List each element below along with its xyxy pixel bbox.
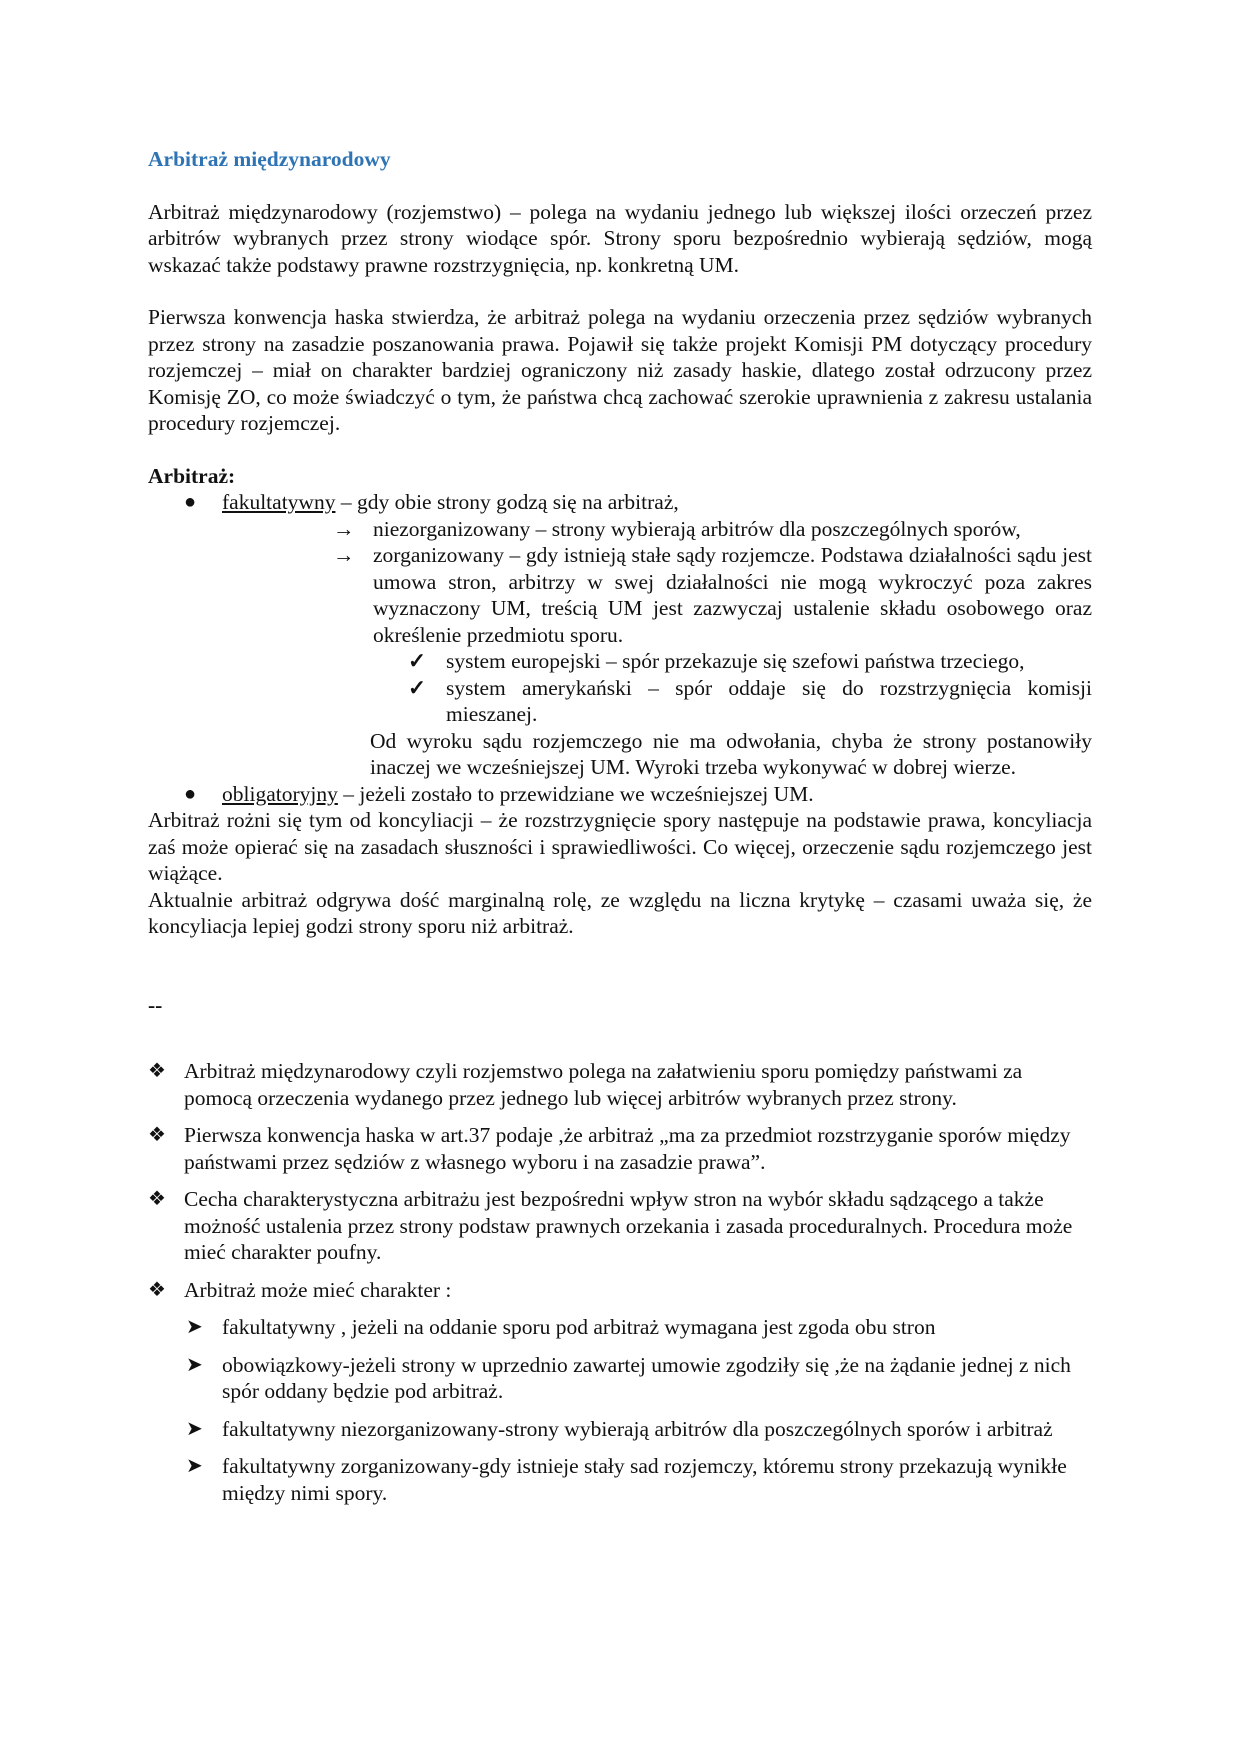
checkmark-icon: ✓ xyxy=(408,675,427,700)
diamond-bullet-icon: ❖ xyxy=(148,1124,166,1146)
bullet-icon: ● xyxy=(184,782,197,805)
list-item-diamond: ❖ Cecha charakterystyczna arbitrażu jest bezpośredni wpływ stron na wybór składu sądzącego a także możność ustalenia przez strony podstaw prawnych orzekania i zasada proceduralnych. Procedura może mieć charakter poufny. xyxy=(148,1187,1073,1264)
list-item-triangle: ➤ obowiązkowy-jeżeli strony w uprzednio zawartej umowie zgodziły się ,że na żądanie jednej z nich spór oddany będzie pod arbitraż. xyxy=(186,1352,1071,1403)
term-fakultatywny: fakultatywny xyxy=(222,490,336,514)
term-obligatoryjny: obligatoryjny xyxy=(222,781,338,806)
paragraph-wyrok: Od wyroku sądu rozjemczego nie ma odwołania, chyba że strony postanowiły inaczej we wcześniejszej UM. Wyroki trzeba wykonywać w dobrej wierze. xyxy=(370,728,1092,779)
arbitraz-heading: Arbitraż: xyxy=(148,463,236,488)
paragraph-definition: Arbitraż międzynarodowy (rozjemstwo) – polega na wydaniu jednego lub większej ilości orzeczeń przez arbitrów wybranych przez strony wiodące spór. Strony sporu bezpośrednio wybierają sędziów, mogą wskazać także podstawy prawne rozstrzygnięcia, np. konkretną UM. xyxy=(148,199,1092,277)
arrowhead-bullet-icon: ➤ xyxy=(186,1353,203,1376)
list-item-triangle: ➤ fakultatywny , jeżeli na oddanie sporu pod arbitraż wymagana jest zgoda obu stron xyxy=(186,1315,936,1339)
term-obligatoryjny-desc: – jeżeli zostało to przewidziane we wcześniejszej UM. xyxy=(337,781,814,806)
list-item-diamond: ❖ Arbitraż międzynarodowy czyli rozjemstwo polega na załatwieniu sporu pomiędzy państwami za pomocą orzeczenia wydanego przez jednego lub więcej arbitrów wybranych przez strony. xyxy=(148,1059,1023,1110)
list-item-system-europejski: ✓ system europejski – spór przekazuje się szefowi państwa trzeciego, xyxy=(408,649,1025,673)
list-item-diamond: ❖ Arbitraż może mieć charakter : xyxy=(148,1277,452,1302)
arrowhead-bullet-icon: ➤ xyxy=(186,1316,203,1338)
paragraph-aktualnie: Aktualnie arbitraż odgrywa dość marginalną rolę, ze względu na liczna krytykę – czasami uważa się, że koncyliacja lepiej godzi strony sporu niż arbitraż. xyxy=(148,887,1092,938)
document-title: Arbitraż międzynarodowy xyxy=(148,147,391,171)
diamond-bullet-icon: ❖ xyxy=(148,1060,166,1082)
arrow-right-icon: → xyxy=(333,516,355,541)
paragraph-koncyliacja: Arbitraż rożni się tym od koncyliacji – że rozstrzygnięcie spory następuje na podstawie prawa, koncyliacja zaś może opierać się na zasadach słuszności i sprawiedliwości. Co więcej, orzeczenie sądu rozjemczego jest wiążące. xyxy=(148,808,1092,885)
list-item-diamond: ❖ Pierwsza konwencja haska w art.37 podaje ,że arbitraż „ma za przedmiot rozstrzyganie sporów między państwami przez sędziów z własnego wyboru i na zasadzie prawa”. xyxy=(148,1123,1071,1174)
paragraph-hague-convention: Pierwsza konwencja haska stwierdza, że arbitraż polega na wydaniu orzeczenia przez sędziów wybranych przez strony na zasadzie poszanowania prawa. Pojawił się także projekt Komisji PM dotyczący procedury rozjemczej – miał on charakter bardziej ograniczony niż zasady haskie, dlatego został odrzucony przez Komisję ZO, co może świadczyć o tym, że państwa chcą zachować szerokie uprawnienia z zakresu ustalania procedury rozjemczej. xyxy=(148,305,1092,435)
arrowhead-bullet-icon: ➤ xyxy=(186,1417,203,1440)
bullet-icon: ● xyxy=(184,491,197,513)
list-item-zorganizowany: → zorganizowany – gdy istnieją stałe sądy rozjemcze. Podstawa działalności sądu jest umowa stron, arbitrzy w swej działalności nie mogą wykroczyć poza zakres wyznaczony UM, treścią UM jest zazwyczaj ustalenie składu osobowego oraz określenie przedmiotu sporu. xyxy=(333,543,1092,647)
list-item-fakultatywny xyxy=(148,489,1092,516)
list-item-triangle: ➤ fakultatywny zorganizowany-gdy istnieje stały sad rozjemczy, któremu strony przekazują wynikłe między nimi spory. xyxy=(186,1454,1067,1505)
arrowhead-bullet-icon: ➤ xyxy=(186,1455,203,1477)
list-item-system-amerykanski: ✓ system amerykański – spór oddaje się do rozstrzygnięcia komisji mieszanej. xyxy=(408,675,1092,726)
summary-list xyxy=(148,1058,1092,1506)
diamond-bullet-icon: ❖ xyxy=(148,1188,166,1210)
checkmark-icon: ✓ xyxy=(408,649,427,673)
list-item-triangle: ➤ fakultatywny niezorganizowany-strony wybierają arbitrów dla poszczególnych sporów i arbitraż xyxy=(186,1416,1053,1441)
term-fakultatywny-desc: – gdy obie strony godzą się na arbitraż, xyxy=(335,490,679,514)
arrow-right-icon: → xyxy=(333,543,355,567)
diamond-bullet-icon: ❖ xyxy=(148,1278,166,1301)
list-item-niezorganizowany: → niezorganizowany – strony wybierają arbitrów dla poszczególnych sporów, xyxy=(333,516,1021,541)
list-item-obligatoryjny xyxy=(148,781,1092,808)
document-body xyxy=(148,146,1092,1517)
separator: -- xyxy=(148,992,163,1017)
